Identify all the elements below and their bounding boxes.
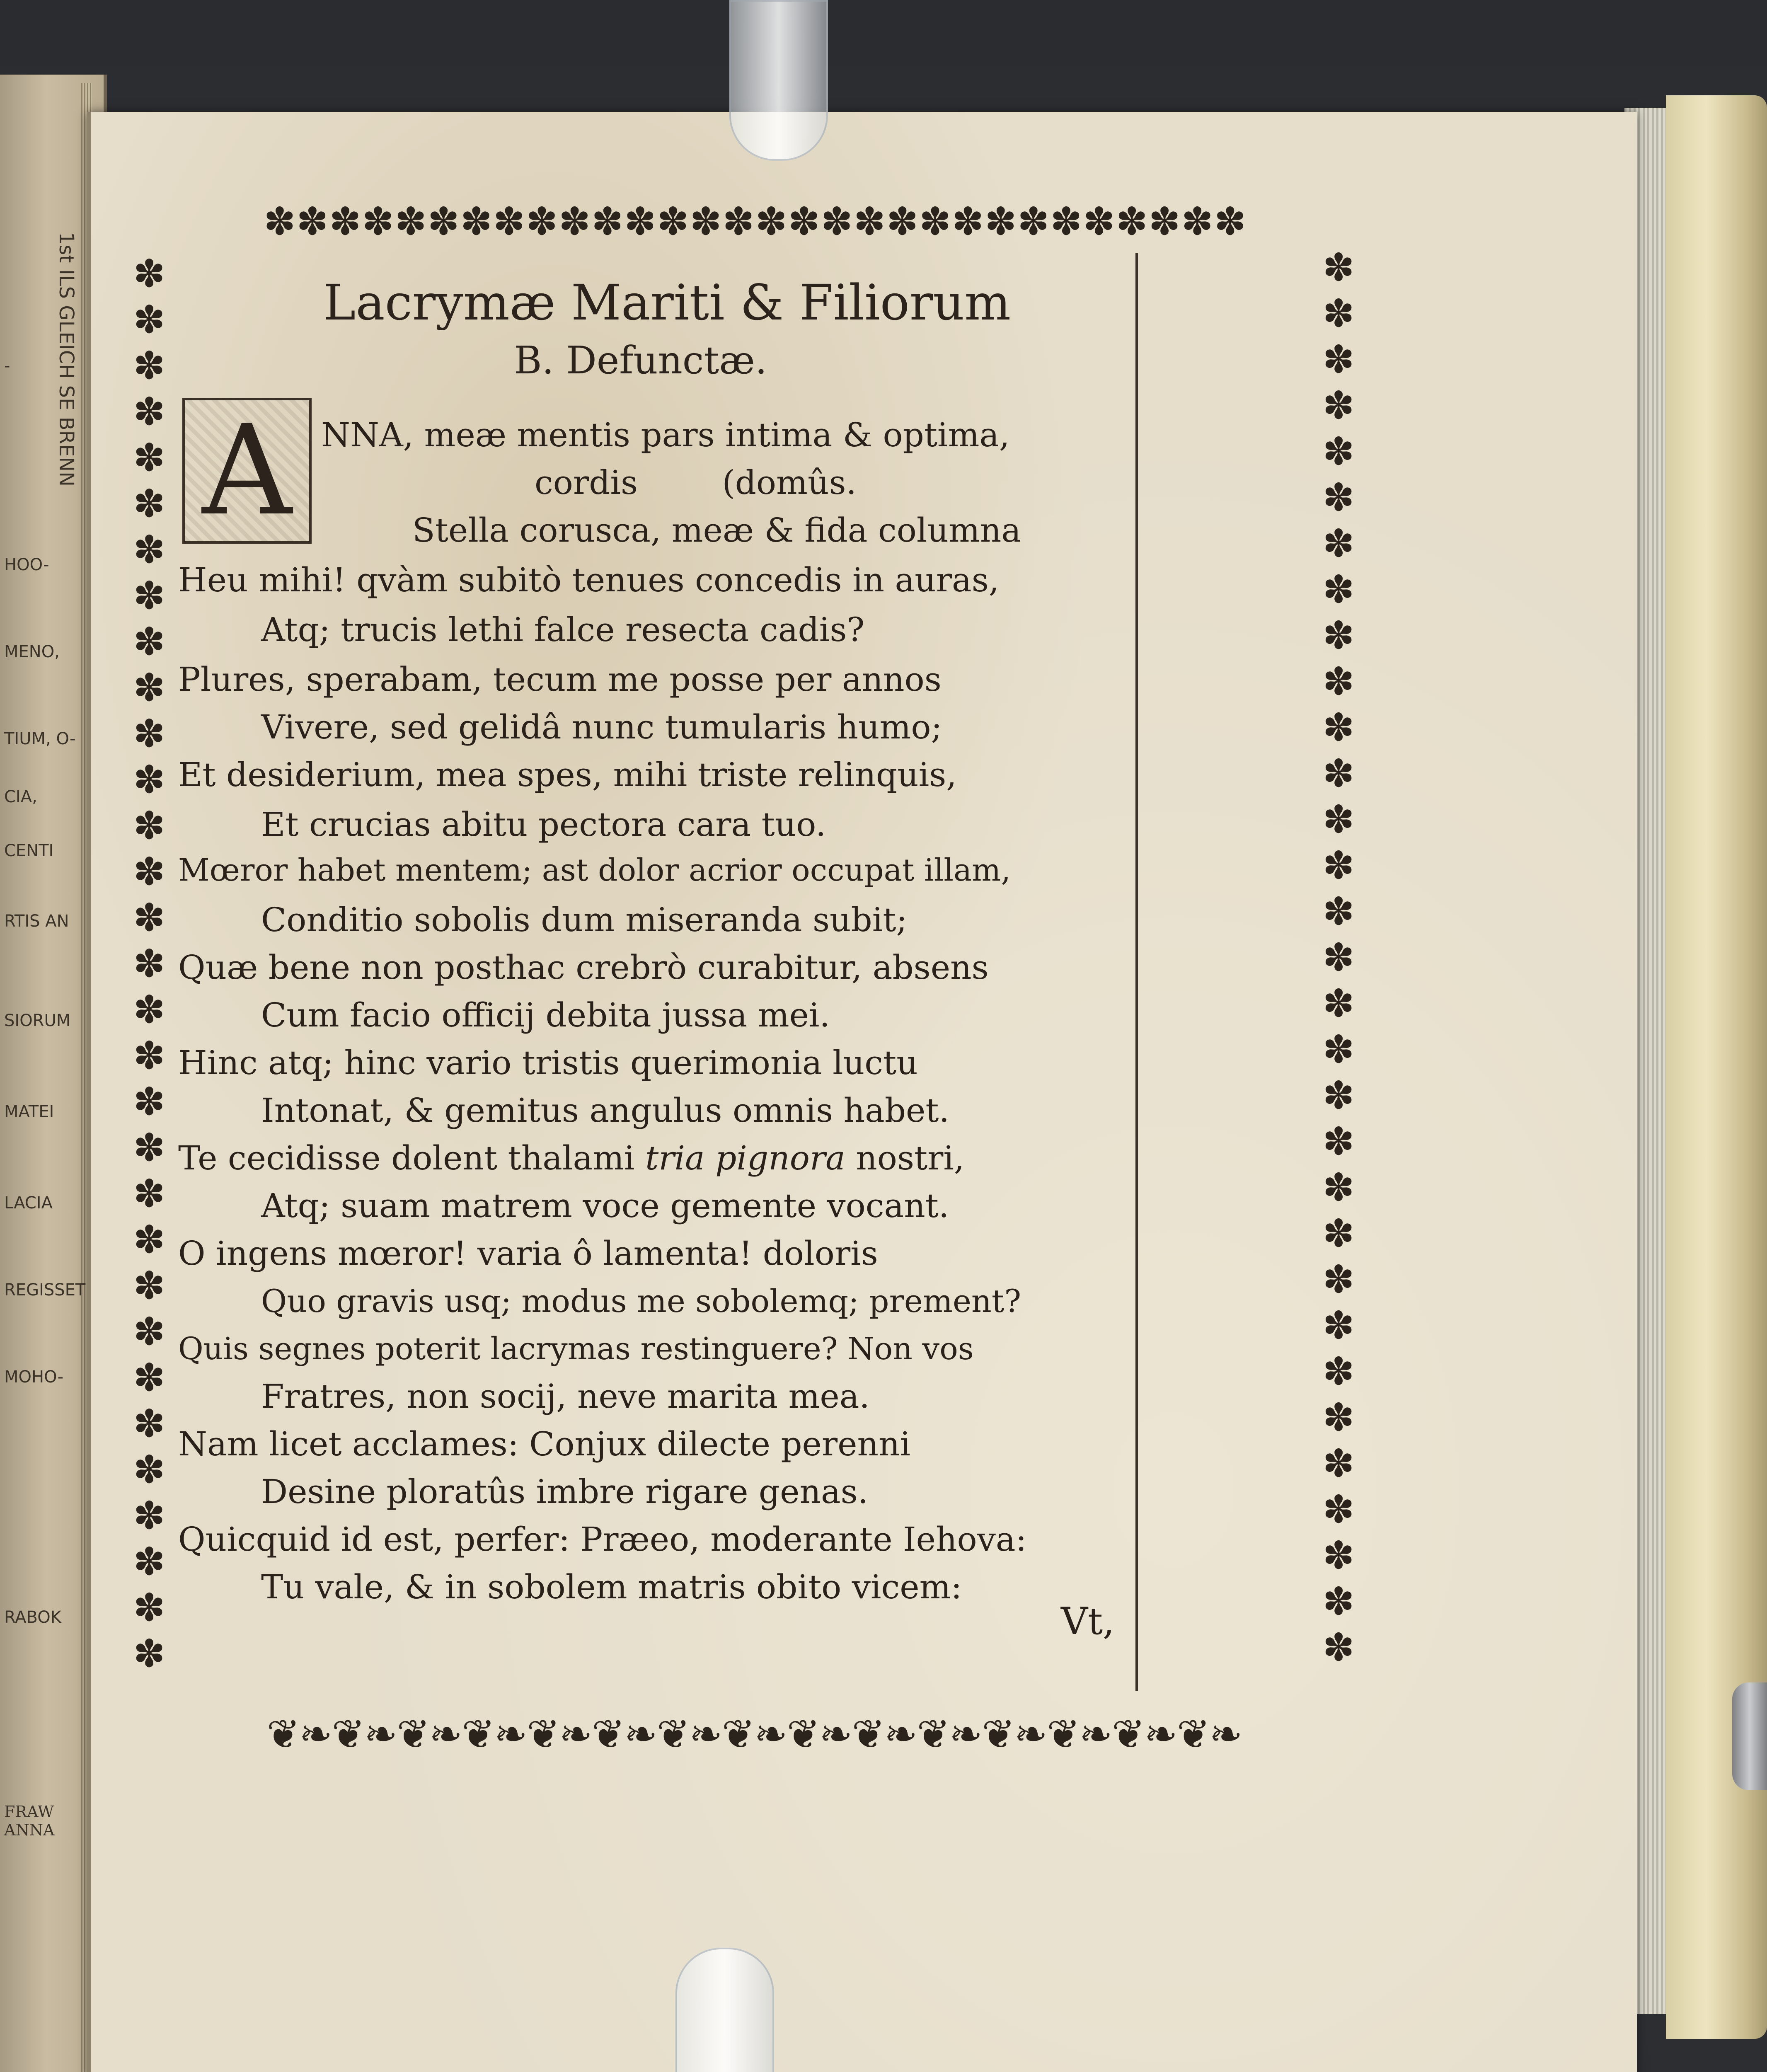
ornament-flower-icon: ✽ — [133, 896, 165, 940]
italic-phrase: tria pignora — [645, 1139, 845, 1177]
left-page-fragment: RTIS AN — [4, 912, 69, 931]
ornament-flower-icon: ✽ — [133, 1356, 165, 1400]
vertical-rule — [1135, 253, 1138, 1691]
ornament-flower-icon: ✽ — [133, 1447, 165, 1492]
ornament-flower-icon: ✽ — [133, 436, 165, 480]
catchword: Vt, — [1061, 1600, 1115, 1643]
ornament-flower-icon: ✽ — [1322, 1027, 1355, 1072]
ornament-flower-icon: ✽ — [1322, 1579, 1355, 1624]
ornament-flower-icon: ✽ — [133, 666, 165, 710]
ornament-flower-icon: ✽ — [1322, 291, 1355, 336]
ornament-flower-icon: ✽ — [1322, 567, 1355, 612]
ornament-flower-icon: ✽ — [1322, 935, 1355, 980]
ornament-flower-icon: ✽ — [1322, 475, 1355, 520]
ornament-flower-icon: ✽ — [133, 1034, 165, 1078]
ornament-flower-icon: ✽ — [133, 1264, 165, 1308]
poem-line: Atq; suam matrem voce gemente vocant. — [261, 1186, 949, 1225]
ornament-flower-icon: ✽ — [133, 1310, 165, 1354]
ornament-flower-icon: ✽ — [133, 712, 165, 756]
poem-line: Quis segnes poterit lacrymas restinguere? Non vos — [178, 1331, 974, 1367]
poem-line: Intonat, & gemitus angulus omnis habet. — [261, 1091, 949, 1130]
ornament-flower-icon: ✽ — [1322, 613, 1355, 658]
ornament-flower-icon: ✽ — [1322, 1395, 1355, 1440]
ornament-flower-icon: ✽ — [1322, 659, 1355, 704]
poem-line: cordis (domûs. — [535, 463, 857, 502]
ornament-flower-icon: ✽ — [1322, 843, 1355, 888]
ornament-flower-icon: ✽ — [1322, 1625, 1355, 1670]
poem-line: Quicquid id est, perfer: Præeo, moderante Iehova: — [178, 1520, 1027, 1559]
poem-line: Et desiderium, mea spes, mihi triste relinquis, — [178, 755, 957, 794]
poem-line: NNA, meæ mentis pars intima & optima, — [321, 416, 1010, 454]
left-page-fragment: SIORUM — [4, 1011, 71, 1030]
poem-line: Tu vale, & in sobolem matris obito vicem: — [261, 1568, 962, 1606]
clip-right — [1732, 1682, 1767, 1790]
ornament-flower-icon: ✽ — [1322, 1533, 1355, 1578]
ornament-flower-icon: ✽ — [1322, 521, 1355, 566]
poem-line-end: nostri, — [856, 1139, 965, 1177]
poem-line: Quæ bene non posthac crebrò curabitur, absens — [178, 948, 989, 987]
ornament-flower-icon: ✽ — [1322, 1441, 1355, 1486]
page-title: Lacrymæ Mariti & Filiorum — [323, 274, 1011, 331]
poem-line — [178, 1135, 964, 1181]
ornament-border-bottom: ❦❧❦❧❦❧❦❧❦❧❦❧❦❧❦❧❦❧❦❧❦❧❦❧❦❧❦❧❦❧ — [266, 1711, 1242, 1757]
ornament-border-top: ✽✽✽✽✽✽✽✽✽✽✽✽✽✽✽✽✽✽✽✽✽✽✽✽✽✽✽✽✽✽ — [264, 199, 1247, 244]
poem-line: Conditio sobolis dum miseranda subit; — [261, 900, 908, 939]
ornament-flower-icon: ✽ — [133, 390, 165, 434]
ornament-flower-icon: ✽ — [133, 574, 165, 618]
ornament-flower-icon: ✽ — [133, 620, 165, 664]
ornament-flower-icon: ✽ — [133, 1126, 165, 1170]
page-subtitle: B. Defunctæ. — [514, 338, 767, 382]
ornament-flower-icon: ✽ — [1322, 245, 1355, 290]
ornament-flower-icon: ✽ — [133, 482, 165, 526]
poem-line-start: Te cecidisse dolent thalami — [178, 1139, 635, 1177]
left-page-fragment: TIUM, O- — [4, 729, 76, 748]
left-page-fragment: CENTI — [4, 841, 54, 860]
ornament-flower-icon: ✽ — [133, 1080, 165, 1124]
left-page-bottom-text: FRAW ANNA — [4, 1803, 55, 1839]
poem-line: Et crucias abitu pectora cara tuo. — [261, 805, 826, 844]
drop-cap-initial: A — [182, 398, 312, 544]
ornament-flower-icon: ✽ — [133, 252, 165, 296]
ornament-flower-icon: ✽ — [133, 344, 165, 388]
page-clip-top — [729, 0, 828, 161]
ornament-flower-icon: ✽ — [1322, 1303, 1355, 1348]
poem-line: Hinc atq; hinc vario tristis querimonia luctu — [178, 1043, 918, 1082]
ornament-flower-icon: ✽ — [1322, 429, 1355, 474]
ornament-flower-icon: ✽ — [133, 942, 165, 986]
poem-line: Quo gravis usq; modus me sobolemq; prement? — [261, 1283, 1021, 1319]
ornament-flower-icon: ✽ — [133, 804, 165, 848]
ornament-flower-icon: ✽ — [1322, 1349, 1355, 1394]
poem-line: Stella corusca, meæ & fida columna — [412, 511, 1021, 549]
left-page-side-text: 1st ILS GLEICH SE BRENN — [55, 232, 78, 487]
ornament-flower-icon: ✽ — [1322, 1257, 1355, 1302]
poem-line: Atq; trucis lethi falce resecta cadis? — [261, 610, 865, 649]
poem-line: Heu mihi! qvàm subitò tenues concedis in auras, — [178, 561, 1000, 599]
ornament-flower-icon: ✽ — [1322, 705, 1355, 750]
ornament-flower-icon: ✽ — [1322, 981, 1355, 1026]
poem-line: Nam licet acclames: Conjux dilecte perenni — [178, 1425, 911, 1463]
ornament-border-right — [1314, 244, 1363, 1703]
left-page-fragment: MOHO- — [4, 1368, 64, 1387]
ornament-border-left — [124, 251, 174, 1709]
ornament-flower-icon: ✽ — [133, 1539, 165, 1584]
poem-line: Fratres, non socij, neve marita mea. — [261, 1377, 870, 1416]
ornament-flower-icon: ✽ — [133, 758, 165, 802]
left-page-fragment: RABOK — [4, 1608, 61, 1627]
poem-line: Desine ploratûs imbre rigare genas. — [261, 1472, 869, 1511]
ornament-flower-icon: ✽ — [133, 1172, 165, 1216]
ornament-flower-icon: ✽ — [133, 1631, 165, 1676]
ornament-flower-icon: ✽ — [133, 988, 165, 1032]
left-page-fragment: MENO, — [4, 642, 60, 661]
ornament-flower-icon: ✽ — [133, 1402, 165, 1446]
ornament-flower-icon: ✽ — [1322, 1165, 1355, 1210]
poem-line: Cum facio officij debita jussa mei. — [261, 996, 830, 1034]
ornament-flower-icon: ✽ — [133, 850, 165, 894]
ornament-flower-icon: ✽ — [133, 298, 165, 342]
ornament-flower-icon: ✽ — [1322, 889, 1355, 934]
ornament-flower-icon: ✽ — [1322, 383, 1355, 428]
poem-line: O ingens mœror! varia ô lamenta! doloris — [178, 1234, 878, 1273]
left-page-fragment: REGISSET — [4, 1280, 86, 1300]
ornament-flower-icon: ✽ — [133, 1493, 165, 1538]
left-page-fragment: - — [4, 356, 10, 375]
left-page-fragment: LACIA — [4, 1193, 53, 1213]
ornament-flower-icon: ✽ — [1322, 1211, 1355, 1256]
left-page-fragment: HOO- — [4, 555, 49, 574]
ornament-flower-icon: ✽ — [1322, 1119, 1355, 1164]
page-clip-bottom — [675, 1948, 774, 2072]
ornament-flower-icon: ✽ — [1322, 337, 1355, 382]
poem-line: Plures, sperabam, tecum me posse per annos — [178, 660, 942, 699]
ornament-flower-icon: ✽ — [1322, 751, 1355, 796]
ornament-flower-icon: ✽ — [1322, 1073, 1355, 1118]
left-page-fragment: MATEI — [4, 1102, 54, 1121]
left-page-fragment: CIA, — [4, 787, 37, 806]
ornament-flower-icon: ✽ — [1322, 797, 1355, 842]
ornament-flower-icon: ✽ — [1322, 1487, 1355, 1532]
ornament-flower-icon: ✽ — [133, 1585, 165, 1630]
ornament-flower-icon: ✽ — [133, 1218, 165, 1262]
ornament-flower-icon: ✽ — [133, 528, 165, 572]
poem-line: Mœror habet mentem; ast dolor acrior occupat illam, — [178, 852, 1011, 888]
poem-line: Vivere, sed gelidâ nunc tumularis humo; — [261, 708, 942, 746]
